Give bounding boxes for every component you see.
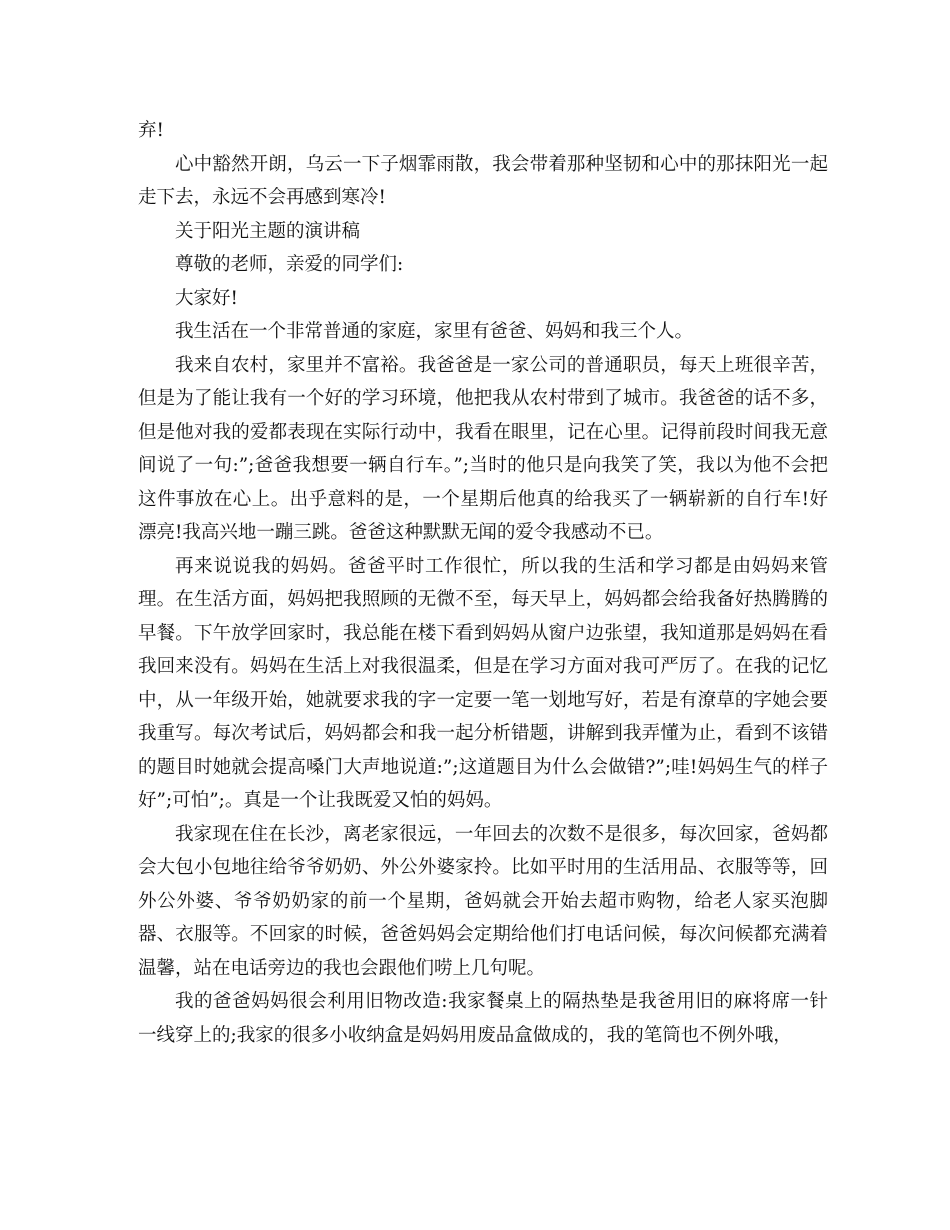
speech-title: 关于阳光主题的演讲稿 xyxy=(175,220,361,242)
paragraph-clear-mind: 心中豁然开朗，乌云一下子烟霏雨散，我会带着那种坚韧和心中的那抹阳光一起走下去，永远不会再感到寒冷! xyxy=(138,153,828,208)
paragraph-family: 我生活在一个非常普通的家庭，家里有爸爸、妈妈和我三个人。 xyxy=(175,321,694,342)
paragraph-mother: 再来说说我的妈妈。爸爸平时工作很忙，所以我的生活和学习都是由妈妈来管理。在生活方面，妈妈把我照顾的无微不至，每天早上，妈妈都会给我备好热腾腾的早餐。下午放学回家时，我总能在楼下看到妈妈从窗户边张望，我知道那是妈妈在看我回来没有。妈妈在生活上对我很温柔，但是在学习方面对我可严厉了。在我的记忆中，从一年级开始，她就要求我的字一定要一笔一划地写好，若是有潦草的字她会要我重写。每次考试后，妈妈都会和我一起分析错题，讲解到我弄懂为止，看到不该错的题目时她就会提高嗓门大声地说道:”;这道题目为什么会做错?”;哇!妈妈生气的样子好”;可怕”;。真是一个让我既爱又怕的妈妈。 xyxy=(138,555,828,811)
paragraph-hometown: 我家现在住在长沙，离老家很远，一年回去的次数不是很多，每次回家，爸妈都会大包小包地往给爷爷奶奶、外公外婆家拎。比如平时用的生活用品、衣服等等，回外公外婆、爷爷奶奶家的前一个星期，爸妈就会开始去超市购物，给老人家买泡脚器、衣服等。不回家的时候，爸爸妈妈会定期给他们打电话问候，每次问候都充满着温馨，站在电话旁边的我也会跟他们唠上几句呢。 xyxy=(138,823,828,979)
paragraph-father: 我来自农村，家里并不富裕。我爸爸是一家公司的普通职员，每天上班很辛苦，但是为了能让我有一个好的学习环境，他把我从农村带到了城市。我爸爸的话不多，但是他对我的爱都表现在实际行动中，我看在眼里，记在心里。记得前段时间我无意间说了一句:”;爸爸我想要一辆自行车。”;当时的他只是向我笑了笑，我以为他不会把这件事放在心上。出乎意料的是，一个星期后他真的给我买了一辆崭新的自行车!好漂亮!我高兴地一蹦三跳。爸爸这种默默无闻的爱令我感动不已。 xyxy=(138,354,828,543)
paragraph-continuation: 弃! xyxy=(138,120,164,141)
greeting: 大家好! xyxy=(175,287,238,309)
document-body xyxy=(138,114,828,1052)
paragraph-recycling: 我的爸爸妈妈很会利用旧物改造:我家餐桌上的隔热垫是我爸用旧的麻将席一针一线穿上的;我家的很多小收纳盒是妈妈用废品盒做成的，我的笔筒也不例外哦， xyxy=(138,991,828,1046)
salutation: 尊敬的老师，亲爱的同学们: xyxy=(175,254,404,275)
